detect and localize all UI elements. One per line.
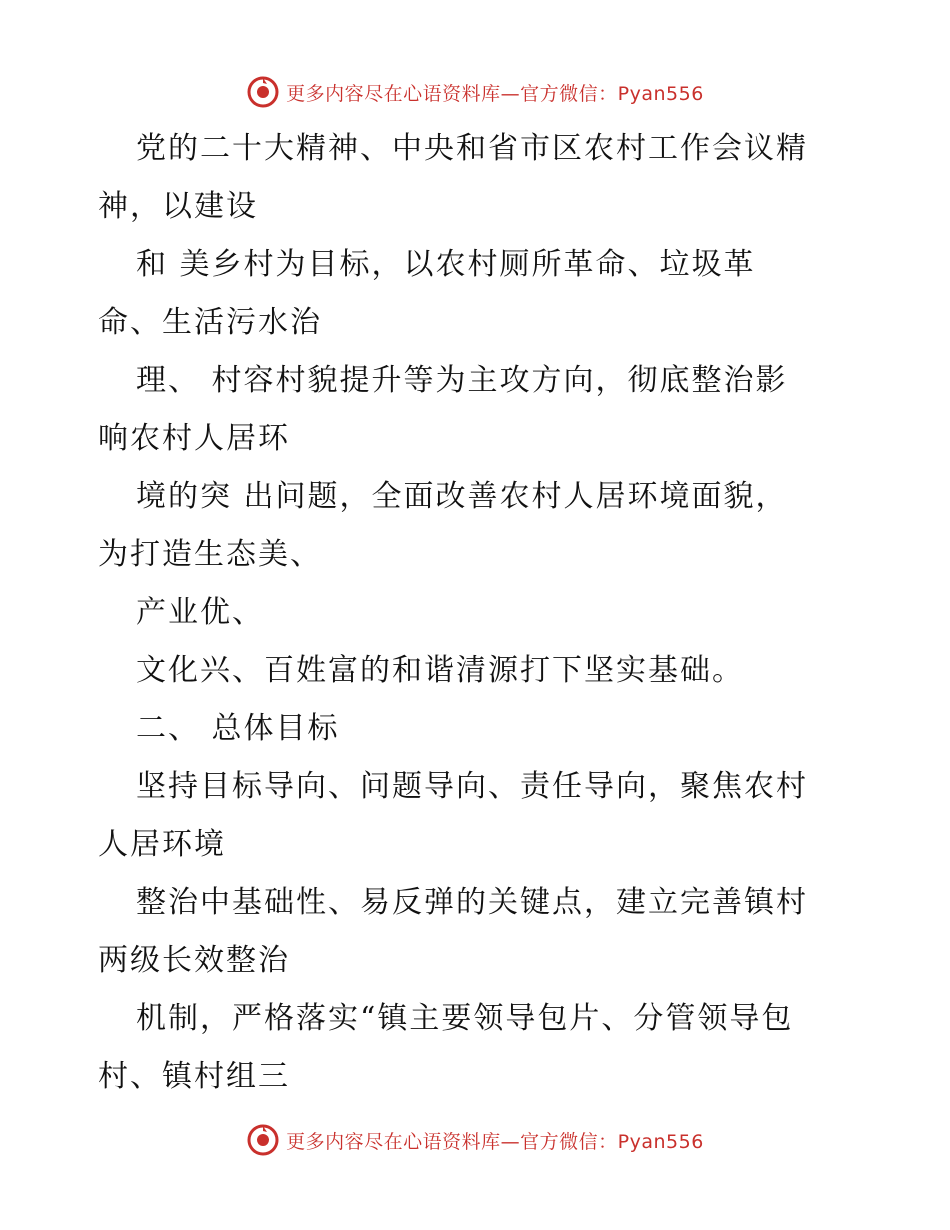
text-line: 村、镇村组三 (98, 1059, 290, 1094)
header-watermark (0, 72, 950, 112)
text-line: 为打造生态美、 (98, 537, 322, 572)
watermark-text: 更多内容尽在心语资料库—官方微信：Pyan556 (286, 1130, 704, 1153)
text-line: 境的突 出问题，全面改善农村人居环境面貌， (136, 479, 788, 514)
text-line: 机制，严格落实“镇主要领导包片、分管领导包 (136, 1001, 794, 1036)
text-line: 理、 村容村貌提升等为主攻方向，彻底整治影 (136, 363, 788, 398)
text-line: 产业优、 (136, 595, 264, 630)
text-line: 坚持目标导向、问题导向、责任导向，聚焦农村 (136, 769, 808, 804)
section-heading: 二、 总体目标 (136, 711, 340, 746)
text-line: 人居环境 (98, 827, 226, 862)
footer-watermark (0, 1120, 950, 1160)
text-line: 命、生活污水治 (98, 305, 322, 340)
brand-logo-icon (246, 75, 280, 109)
text-line: 文化兴、百姓富的和谐清源打下坚实基础。 (136, 653, 744, 688)
text-line: 和 美乡村为目标，以农村厕所革命、垃圾革 (136, 247, 756, 282)
text-line: 两级长效整治 (98, 943, 290, 978)
text-line: 党的二十大精神、中央和省市区农村工作会议精 (136, 131, 808, 166)
text-line: 响农村人居环 (98, 421, 290, 456)
watermark-text: 更多内容尽在心语资料库—官方微信：Pyan556 (286, 82, 704, 105)
document-body (98, 120, 868, 1106)
text-line: 整治中基础性、易反弹的关键点，建立完善镇村 (136, 885, 808, 920)
brand-logo-icon (246, 1123, 280, 1157)
text-line: 神，以建设 (98, 189, 258, 224)
